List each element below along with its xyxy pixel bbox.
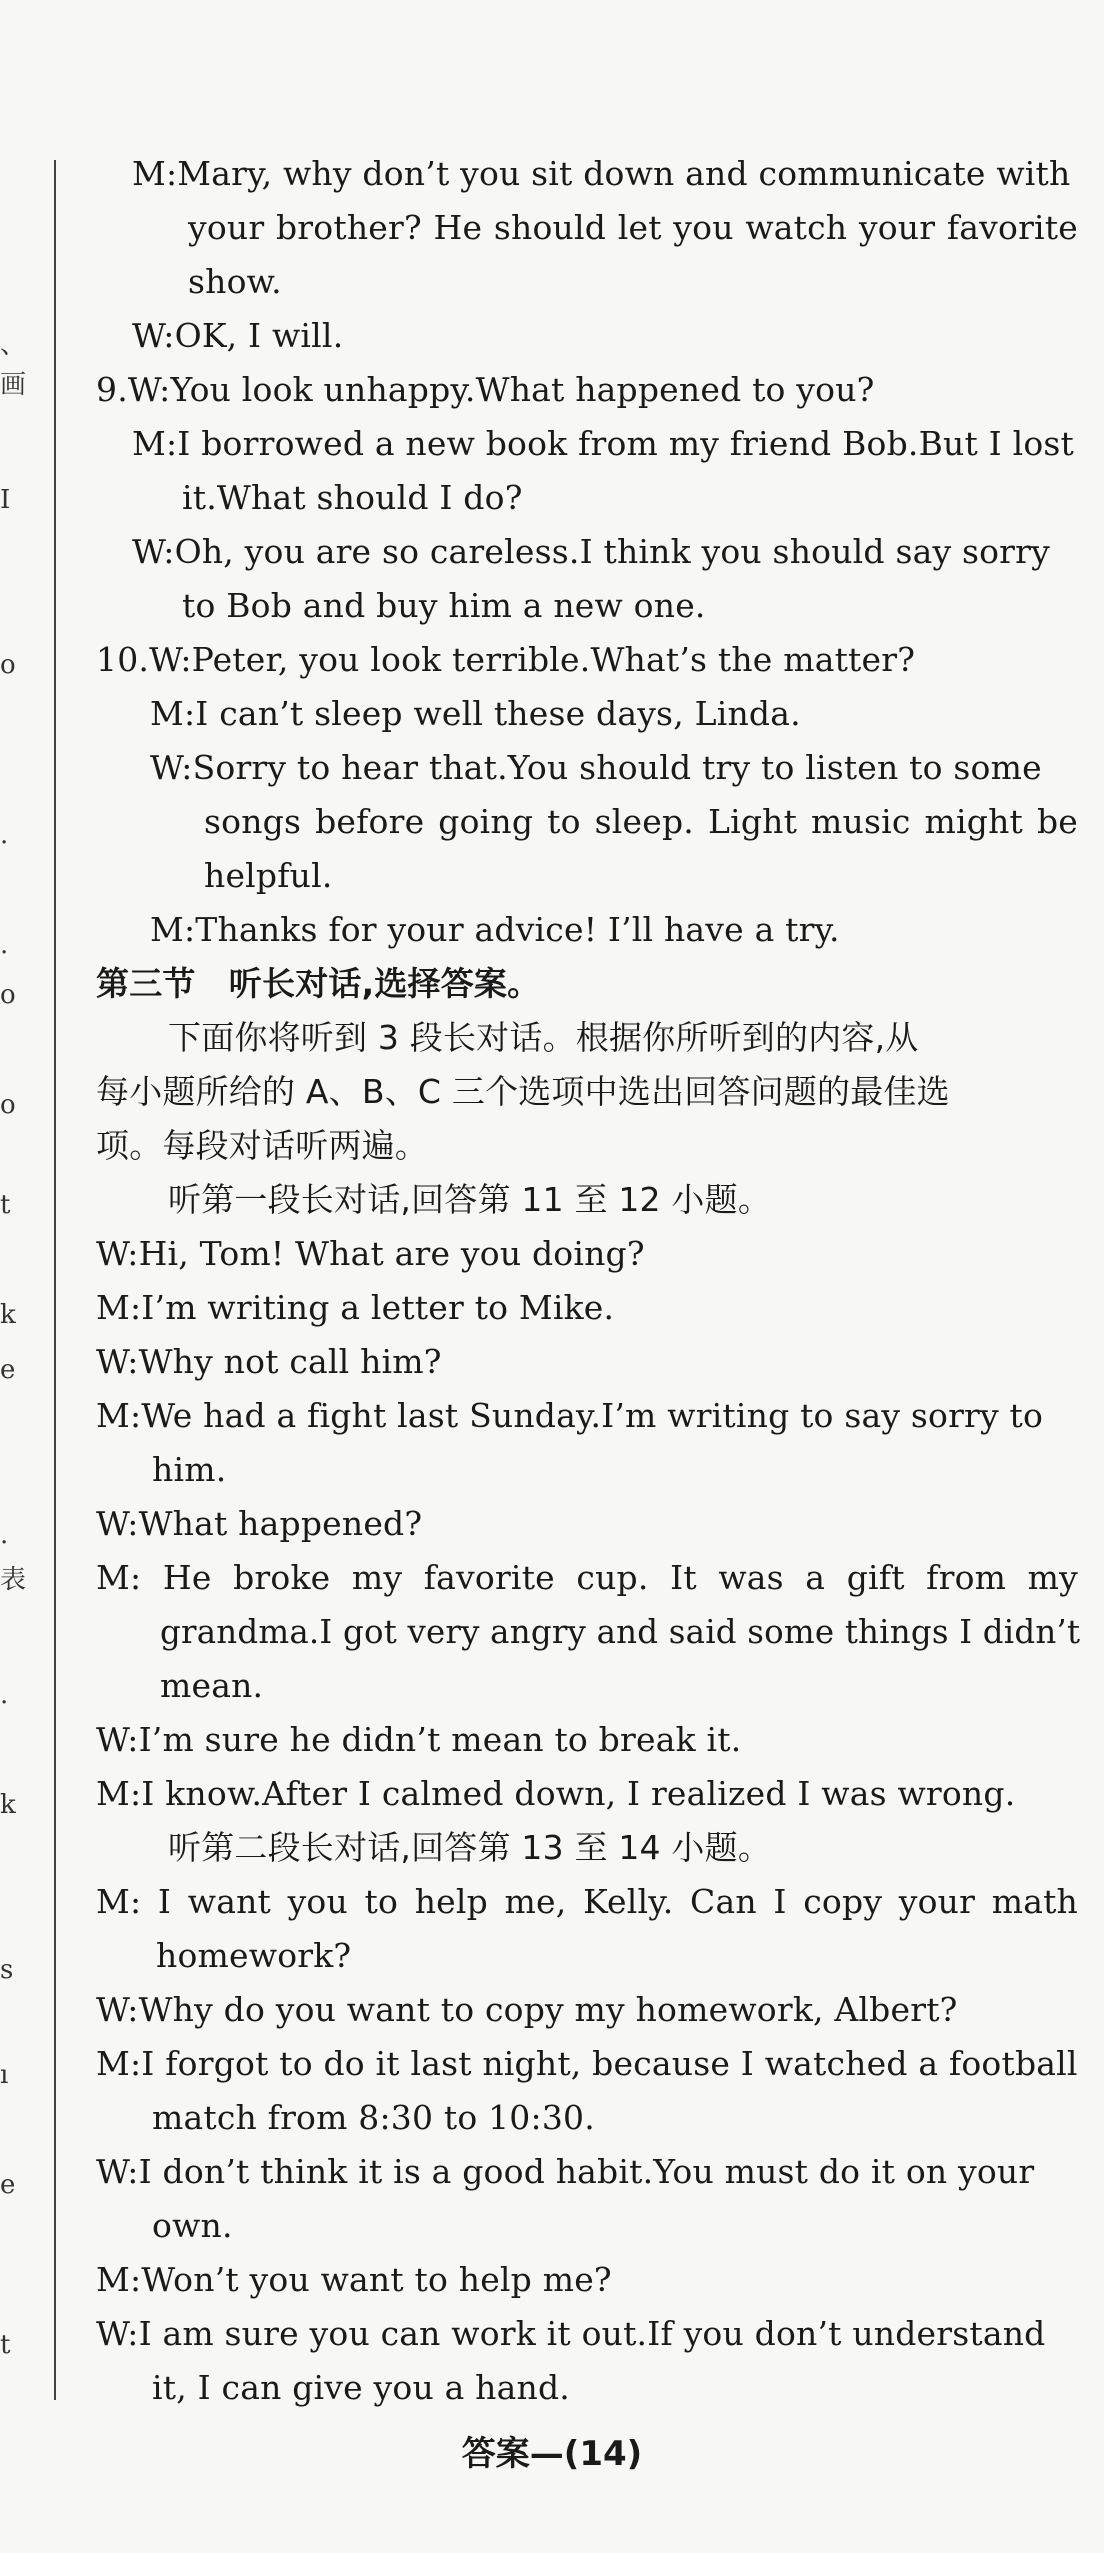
edge-mark: o <box>0 980 16 1010</box>
edge-mark: . <box>0 820 9 850</box>
edge-mark: o <box>0 650 16 680</box>
dialogue-line: W:Why do you want to copy my homework, Albert? <box>96 1990 958 2029</box>
left-edge-cut-text <box>0 0 27 2553</box>
dialogue-line: W:What happened? <box>96 1504 423 1543</box>
dialogue-line: him. <box>152 1450 227 1489</box>
dialogue-line: W:Why not call him? <box>96 1342 442 1381</box>
dialogue-line: helpful. <box>204 856 333 895</box>
dialogue-line: M:I’m writing a letter to Mike. <box>96 1288 615 1327</box>
edge-mark: t <box>0 1190 11 1220</box>
edge-mark: I <box>0 485 11 515</box>
dialogue-line: M: He broke my favorite cup. It was a gift from my <box>96 1558 1078 1597</box>
dialogue-line: your brother? He should let you watch your favorite <box>188 208 1078 247</box>
section-heading: 第三节 听长对话,选择答案。 <box>96 964 541 1003</box>
dialogue-line: M:I borrowed a new book from my friend Bob.But I lost <box>132 424 1074 463</box>
edge-mark: t <box>0 2330 11 2360</box>
dialogue-line: W:I’m sure he didn’t mean to break it. <box>96 1720 742 1759</box>
dialogue-line: M:I know.After I calmed down, I realized I was wrong. <box>96 1774 1016 1813</box>
dialogue-line: W:Oh, you are so careless.I think you should say sorry <box>132 532 1050 571</box>
dialogue-line: W:I don’t think it is a good habit.You must do it on your <box>96 2152 1035 2191</box>
dialogue-line: own. <box>152 2206 233 2245</box>
edge-mark: . <box>0 930 9 960</box>
dialogue-line: W:Sorry to hear that.You should try to listen to some <box>150 748 1042 787</box>
dialogue-line: it, I can give you a hand. <box>152 2368 570 2407</box>
page-footer: 答案—(14) <box>461 2434 643 2474</box>
dialogue-line: it.What should I do? <box>182 478 523 517</box>
edge-mark: k <box>0 1790 16 1820</box>
dialogue-line: M:Mary, why don’t you sit down and communicate with <box>132 154 1071 193</box>
edge-mark: . <box>0 1680 9 1710</box>
column-rule <box>54 160 56 2400</box>
dialogue-line: mean. <box>160 1666 264 1705</box>
dialogue-line: homework? <box>156 1936 352 1975</box>
edge-mark: o <box>0 1090 16 1120</box>
dialogue-line: 10.W:Peter, you look terrible.What’s the matter? <box>96 640 916 679</box>
edge-mark: 画 <box>0 370 27 400</box>
edge-mark: k <box>0 1300 16 1330</box>
dialogue-line: match from 8:30 to 10:30. <box>152 2098 595 2137</box>
edge-mark: 表 <box>0 1565 27 1595</box>
dialogue-line: M:I can’t sleep well these days, Linda. <box>150 694 801 733</box>
dialogue-line: to Bob and buy him a new one. <box>182 586 706 625</box>
dialogue-line: M:I forgot to do it last night, because I watched a football <box>96 2044 1078 2083</box>
dialogue-line: M: I want you to help me, Kelly. Can I copy your math <box>96 1882 1078 1921</box>
dialogue-line: M:Thanks for your advice! I’ll have a try. <box>150 910 840 949</box>
dialogue-line: grandma.I got very angry and said some things I didn’t <box>160 1612 1081 1651</box>
dialogue-line: show. <box>188 262 282 301</box>
dialogue-line: 9.W:You look unhappy.What happened to you? <box>96 370 875 409</box>
edge-mark: e <box>0 2170 16 2200</box>
dialogue-line: W:I am sure you can work it out.If you don’t understand <box>96 2314 1046 2353</box>
dialogue-line: songs before going to sleep. Light music might be <box>204 802 1078 841</box>
dialogue-line: M:Won’t you want to help me? <box>96 2260 612 2299</box>
dialogue-line: M:We had a fight last Sunday.I’m writing to say sorry to <box>96 1396 1044 1435</box>
dialogue-line: W:OK, I will. <box>132 316 344 355</box>
edge-mark: ı <box>0 2060 9 2090</box>
dialogue-line: W:Hi, Tom! What are you doing? <box>96 1234 645 1273</box>
instruction-line: 每小题所给的 A、B、C 三个选项中选出回答问题的最佳选 <box>96 1072 950 1111</box>
instruction-line: 项。每段对话听两遍。 <box>96 1126 428 1165</box>
edge-mark: . <box>0 1520 9 1550</box>
edge-mark: s <box>0 1955 14 1985</box>
edge-mark: e <box>0 1355 16 1385</box>
instruction-line: 下面你将听到 3 段长对话。根据你所听到的内容,从 <box>168 1018 919 1057</box>
edge-mark: 、 <box>0 330 27 360</box>
subsection-label: 听第一段长对话,回答第 11 至 12 小题。 <box>168 1180 772 1219</box>
subsection-label: 听第二段长对话,回答第 13 至 14 小题。 <box>168 1828 772 1867</box>
